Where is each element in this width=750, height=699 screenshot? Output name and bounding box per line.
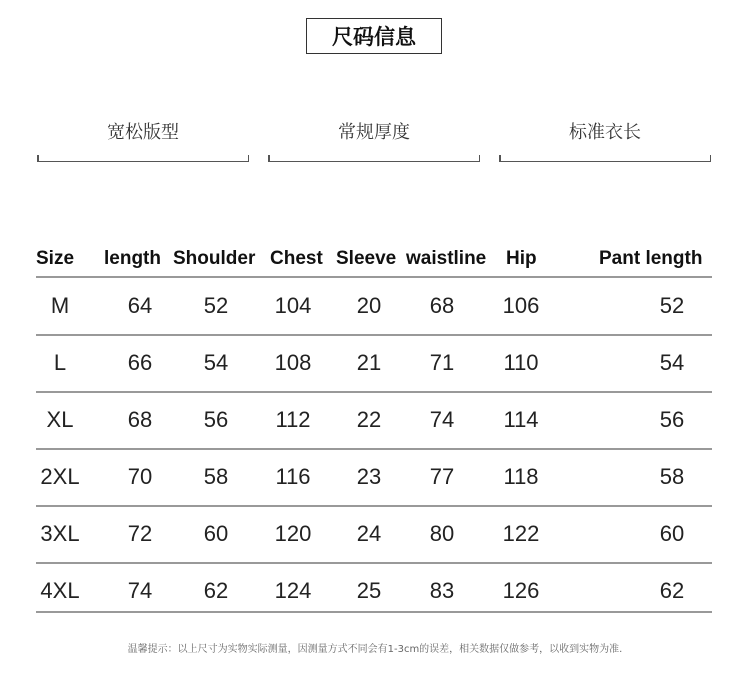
cell-shoulder: 52	[203, 293, 229, 318]
cell-pant-length: 52	[659, 293, 685, 318]
fit-tick	[248, 155, 250, 162]
header-sleeve: Sleeve	[336, 248, 397, 269]
cell-shoulder: 60	[203, 521, 229, 546]
fit-item-loose	[37, 118, 249, 162]
size-table	[36, 248, 712, 603]
cell-size: 3XL	[40, 521, 80, 546]
cell-size: XL	[46, 407, 74, 432]
cell-shoulder: 58	[203, 464, 229, 489]
fit-tick	[37, 155, 39, 162]
fit-item-length	[499, 118, 711, 162]
header-pant-length: Pant length	[599, 248, 703, 269]
cell-pant-length: 54	[659, 350, 685, 375]
table-row	[36, 448, 712, 505]
cell-chest: 116	[275, 464, 311, 489]
fit-tick	[710, 155, 712, 162]
cell-waistline: 68	[429, 293, 455, 318]
cell-hip: 114	[503, 407, 539, 432]
cell-hip: 118	[503, 464, 539, 489]
cell-waistline: 74	[429, 407, 455, 432]
fit-tick	[499, 155, 501, 162]
cell-chest: 108	[274, 350, 312, 375]
table-row	[36, 391, 712, 448]
cell-chest: 120	[274, 521, 312, 546]
cell-size: 2XL	[40, 464, 80, 489]
table-header	[36, 248, 712, 276]
header-size: Size	[36, 248, 75, 269]
cell-pant-length: 56	[659, 407, 685, 432]
fit-divider	[268, 161, 480, 163]
cell-waistline: 83	[429, 578, 455, 603]
cell-waistline: 77	[429, 464, 455, 489]
fit-label: 宽松版型	[107, 122, 179, 143]
cell-pant-length: 58	[659, 464, 685, 489]
cell-length: 70	[127, 464, 153, 489]
fit-tick	[268, 155, 270, 162]
footnote: 温馨提示：以上尺寸为实物实际测量，因测量方式不同会有1-3cm的误差，相关数据仅做参考，以收到实物为准.	[127, 644, 623, 655]
cell-hip: 122	[502, 521, 540, 546]
fit-label: 标准衣长	[569, 122, 641, 143]
fit-item-thickness	[268, 118, 480, 162]
cell-pant-length: 62	[659, 578, 685, 603]
fit-label: 常规厚度	[338, 122, 410, 143]
cell-length: 64	[127, 293, 153, 318]
cell-length: 68	[127, 407, 153, 432]
header-waistline: waistline	[406, 248, 487, 269]
cell-waistline: 71	[429, 350, 455, 375]
cell-shoulder: 54	[203, 350, 229, 375]
page-title: 尺码信息	[306, 18, 442, 54]
cell-sleeve: 25	[356, 578, 382, 603]
fit-divider	[499, 161, 711, 163]
cell-sleeve: 20	[356, 293, 382, 318]
cell-size: M	[50, 293, 70, 318]
cell-pant-length: 60	[659, 521, 685, 546]
cell-length: 66	[127, 350, 153, 375]
table-row	[36, 334, 712, 391]
cell-hip: 106	[502, 293, 540, 318]
cell-size: 4XL	[40, 578, 80, 603]
cell-hip: 126	[502, 578, 540, 603]
header-hip: Hip	[506, 248, 537, 269]
cell-sleeve: 21	[356, 350, 382, 375]
cell-chest: 112	[275, 407, 311, 432]
cell-chest: 104	[274, 293, 312, 318]
cell-length: 72	[127, 521, 153, 546]
fit-tick	[479, 155, 481, 162]
cell-chest: 124	[274, 578, 312, 603]
cell-length: 74	[127, 578, 153, 603]
cell-sleeve: 24	[356, 521, 382, 546]
table-row	[36, 505, 712, 562]
header-length: length	[104, 248, 161, 269]
header-shoulder: Shoulder	[173, 248, 256, 269]
cell-sleeve: 23	[356, 464, 382, 489]
row-divider	[36, 611, 712, 613]
fit-divider	[37, 161, 249, 163]
cell-shoulder: 56	[203, 407, 229, 432]
cell-shoulder: 62	[203, 578, 229, 603]
cell-size: L	[53, 350, 67, 375]
cell-waistline: 80	[429, 521, 455, 546]
table-row	[36, 277, 712, 334]
header-chest: Chest	[270, 248, 323, 269]
cell-hip: 110	[503, 350, 539, 375]
cell-sleeve: 22	[356, 407, 382, 432]
